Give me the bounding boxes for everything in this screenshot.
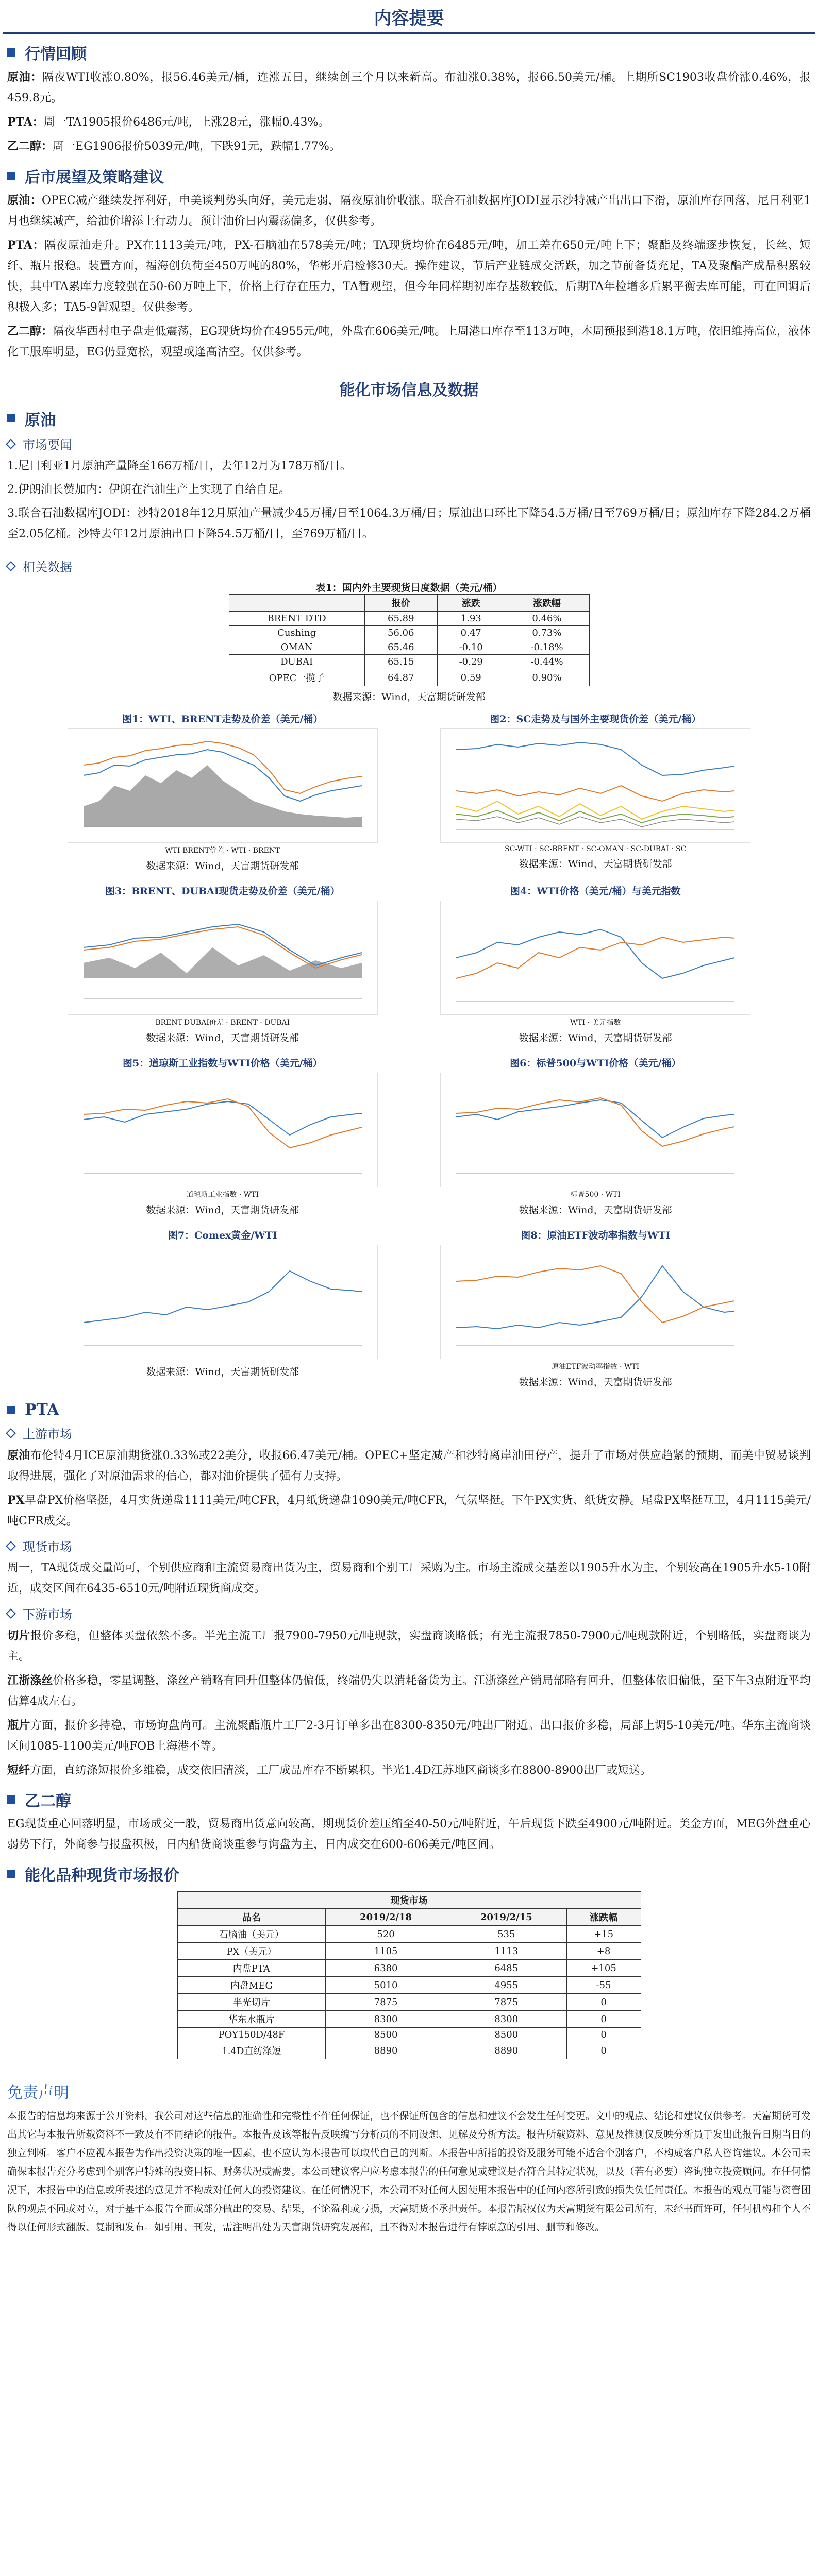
chart-title: 图3：BRENT、DUBAI现货走势及价差（美元/桶） bbox=[105, 886, 340, 897]
news-item: 3.联合石油数据库JODI：沙特2018年12月原油产量减少45万桶/日至1064.3万桶/日；原油出口环比下降54.5万桶/日至769万桶/日；原油库存下降284.2万桶至2.05亿桶。沙特去年12月原油出口下降54.5万桶/日，至769万桶/日。 bbox=[7, 507, 811, 540]
price-heading bbox=[7, 1862, 818, 1885]
table-cell: 5010 bbox=[326, 1977, 446, 1994]
table-cell: 0 bbox=[566, 2042, 641, 2059]
spot-heading bbox=[7, 1537, 818, 1555]
legend-item: WTI bbox=[624, 1363, 640, 1371]
table-cell: 520 bbox=[326, 1926, 446, 1943]
table-row bbox=[229, 655, 589, 669]
page-title: 内容提要 bbox=[374, 8, 444, 29]
chart-8-legend: 原油ETF波动率指数 · WTI bbox=[552, 1363, 640, 1371]
chart-3-spread-bars bbox=[84, 947, 362, 978]
square-bullet-icon bbox=[7, 48, 15, 57]
table-row bbox=[229, 612, 589, 626]
legend-item: WTI bbox=[231, 846, 246, 855]
review-meg-label: 乙二醇： bbox=[7, 140, 53, 153]
title-divider bbox=[3, 32, 815, 34]
table-cell: 65.46 bbox=[364, 640, 437, 655]
legend-item: SC-BRENT bbox=[539, 845, 579, 853]
downstream-text: 方面，直纺涤短报价多维稳，成交依旧清淡，工厂成品库存不断累积。半光1.4D江苏地区商谈多在8800-8900出厂或短送。 bbox=[30, 1764, 652, 1777]
review-heading-text: 行情回顾 bbox=[25, 45, 87, 63]
chart-1-legend: WTI-BRENT价差 · WTI · BRENT bbox=[165, 846, 280, 855]
chart-6-spx-line bbox=[456, 1100, 734, 1138]
legend-item: 美元指数 bbox=[592, 1019, 621, 1027]
chart-8 bbox=[420, 1225, 772, 1394]
chart-grid bbox=[46, 708, 772, 1394]
table-row bbox=[229, 669, 589, 686]
chart-6-plot bbox=[440, 1073, 750, 1187]
table-cell: +8 bbox=[566, 1943, 641, 1960]
upstream-crude-text: 布伦特4月ICE原油期货涨0.33%或22美分，收报66.47美元/桶。OPEC+坚定减产和沙特离岸油田停产，提升了市场对供应趋紧的预期，而美中贸易谈判取得进展，强化了对原油需求的信心，都对油价提供了强有力支持。 bbox=[7, 1449, 811, 1483]
chart-source-note: 数据来源：Wind，天富期货研发部 bbox=[519, 1377, 672, 1388]
outlook-meg bbox=[7, 321, 811, 363]
chart-8-plot bbox=[440, 1245, 750, 1359]
chart-2-sc-line bbox=[456, 742, 734, 775]
chart-2 bbox=[420, 708, 772, 877]
chart-6-legend: 标普500 · WTI bbox=[570, 1191, 621, 1199]
table-cell: 石脑油（美元） bbox=[177, 1926, 326, 1943]
disclaimer-heading: 免责声明 bbox=[7, 2084, 69, 2102]
outlook-crude-label: 原油： bbox=[7, 194, 42, 207]
disclaimer-text: 本报告的信息均来源于公开资料，我公司对这些信息的准确性和完整性不作任何保证，也不保证所包含的信息和建议不会发生任何变更。文中的观点、结论和建议仅供参考。天富期货可发出其它与本报告所载资料不一致及有不同结论的报告。本报告及该等报告反映编写分析员的不同设想、见解及分析方法。报告所载资料、意见及推测仅反映分析员于发出此报告日期当日的独立判断。客户不应视本报告为作出投资决策的唯一因素，也不应认为本报告可以取代自己的判断。本报告中所指的投资及服务可能不适合个别客户，不构成客户私人咨询建议。本公司未确保本报告充分考虑到个别客户特殊的投资目标、财务状况或需要。本公司建议客户应考虑本报告的任何意见或建议是否符合其特定状况，以及（若有必要）咨询独立投资顾问。在任何情况下，本报告中的信息或所表述的意见并不构成对任何人的投资建议。在任何情况下，本公司不对任何人因使用本报告中的任何内容所引致的损失负任何责任。本报告的观点可能与资管团队的观点不同或对立，对于基于本报告全面或部分做出的交易、结果，不论盈利或亏损，天富期货不承担责任。本报告版权仅为天富期货有限公司所有，未经书面许可，任何机构和个人不得以任何形式翻版、复制和发布。如引用、刊发，需注明出处为天富期货研究发展部，且不得对本报告进行有悖原意的引用、删节和修改。 bbox=[7, 2110, 811, 2233]
chart-7 bbox=[46, 1225, 399, 1394]
review-meg bbox=[7, 136, 811, 157]
spot-data-table bbox=[229, 594, 590, 686]
chart-2-sc-dubai-line bbox=[456, 817, 734, 827]
upstream-heading bbox=[7, 1424, 818, 1442]
table-cell: 0.90% bbox=[505, 669, 589, 686]
news-item: 1.尼日利亚1月原油产量降至166万桶/日，去年12月为178万桶/日。 bbox=[7, 460, 352, 472]
downstream-item bbox=[7, 1670, 811, 1712]
diamond-bullet-icon bbox=[6, 561, 16, 571]
pta-heading-text: PTA bbox=[25, 1401, 59, 1419]
chart-title: 图6：标普500与WTI价格（美元/桶） bbox=[510, 1058, 681, 1069]
table-row bbox=[177, 1977, 641, 1994]
review-pta bbox=[7, 112, 811, 133]
chart-source-note: 数据来源：Wind，天富期货研发部 bbox=[519, 1205, 672, 1216]
chart-title: 图8：原油ETF波动率指数与WTI bbox=[521, 1230, 671, 1241]
chart-title: 图7：Comex黄金/WTI bbox=[168, 1230, 277, 1241]
table-cell: 8890 bbox=[326, 2042, 446, 2059]
table-header-cell bbox=[229, 595, 364, 612]
downstream-text: 价格多稳，零星调整，涤丝产销略有回升但整体仍偏低，终端仍失以消耗备货为主。江浙涤丝产销局部略有回升，但整体依旧偏低，至下午3点附近平均估算4成左右。 bbox=[7, 1674, 811, 1708]
legend-item: BRENT bbox=[253, 846, 280, 855]
chart-source-note: 数据来源：Wind，天富期货研发部 bbox=[146, 1366, 299, 1378]
legend-item: BRENT bbox=[230, 1019, 258, 1027]
review-crude bbox=[7, 67, 811, 109]
table-cell: 半光切片 bbox=[177, 1994, 326, 2011]
spot-text: 周一，TA现货成交量尚可，个别供应商和主流贸易商出货为主，贸易商和个别工厂采购为主。市场主流成交基差以1905升水为主，个别较高在1905升水5-10附近，成交区间在6435-6510元/吨附近现货商成交。 bbox=[7, 1562, 811, 1595]
chart-2-sc-wti-line bbox=[456, 786, 734, 801]
chart-6 bbox=[420, 1053, 772, 1222]
legend-item: SC-OMAN bbox=[586, 845, 624, 853]
chart-2-legend: SC-WTI · SC-BRENT · SC-OMAN · SC-DUBAI · SC bbox=[505, 845, 687, 853]
table-cell: -55 bbox=[566, 1977, 641, 1994]
square-bullet-icon bbox=[7, 414, 15, 422]
table-cell: OPEC一揽子 bbox=[229, 669, 364, 686]
table-cell: 0 bbox=[566, 2028, 641, 2042]
table-cell: 0 bbox=[566, 1994, 641, 2011]
legend-item: WTI bbox=[570, 1019, 586, 1027]
upstream-crude bbox=[7, 1445, 811, 1487]
downstream-label: 切片 bbox=[7, 1629, 30, 1642]
related-data-heading-text: 相关数据 bbox=[23, 560, 72, 574]
table-header-cell: 2019/2/15 bbox=[446, 1909, 566, 1926]
table-row bbox=[177, 1994, 641, 2011]
table-header-cell: 涨跌 bbox=[437, 595, 505, 612]
outlook-crude-text: OPEC减产继续发挥利好，申美谈判势头向好，美元走弱，隔夜原油价收涨。联合石油数据库JODI显示沙特减产出出口下滑，原油库存回落，尼日利亚1月也继续减产，给油价增添上行动力。预计油价日内震荡偏多，仅供参考。 bbox=[7, 194, 811, 228]
chart-2-plot bbox=[440, 728, 750, 843]
downstream-label: 江浙涤丝 bbox=[7, 1674, 53, 1687]
outlook-meg-text: 隔夜华西村电子盘走低震荡，EG现货均价在4955元/吨，外盘在606美元/吨。上周港口库存至113万吨，本周预报到港18.1万吨，依旧维持高位，液体化工服库明显，EG仍显宽松，观望或逢高沽空。仅供参考。 bbox=[7, 325, 811, 359]
table-cell: 65.89 bbox=[364, 612, 437, 626]
chart-4-dxy-line bbox=[456, 937, 734, 978]
table-row bbox=[177, 2011, 641, 2028]
chart-4-wti-line bbox=[456, 929, 734, 978]
review-meg-text: 周一EG1906报价5039元/吨，下跌91元，跌幅1.77%。 bbox=[53, 140, 341, 153]
downstream-item bbox=[7, 1760, 811, 1781]
legend-item: WTI bbox=[243, 1191, 259, 1199]
table-cell: 1105 bbox=[326, 1943, 446, 1960]
legend-item: 原油ETF波动率指数 bbox=[552, 1363, 617, 1371]
legend-item: SC-DUBAI bbox=[630, 845, 669, 853]
spot-table-caption: 表1：国内外主要现货日度数据（美元/桶） bbox=[315, 582, 503, 594]
table-cell: 内盘MEG bbox=[177, 1977, 326, 1994]
chart-3-legend: BRENT-DUBAI价差 · BRENT · DUBAI bbox=[155, 1019, 290, 1027]
chart-source-note: 数据来源：Wind，天富期货研发部 bbox=[519, 858, 672, 870]
review-pta-text: 周一TA1905报价6486元/吨，上涨28元，涨幅0.43%。 bbox=[43, 116, 330, 129]
pta-heading bbox=[7, 1401, 818, 1419]
chart-source-note: 数据来源：Wind，天富期货研发部 bbox=[146, 860, 299, 872]
table-cell: 0.73% bbox=[505, 626, 589, 640]
chart-4-plot bbox=[440, 901, 750, 1015]
legend-item: SC-WTI bbox=[505, 845, 532, 853]
table-header-row bbox=[229, 595, 589, 612]
diamond-bullet-icon bbox=[6, 1428, 16, 1438]
table-header-cell: 涨跌幅 bbox=[566, 1909, 641, 1926]
crude-heading-text: 原油 bbox=[25, 411, 56, 429]
square-bullet-icon bbox=[7, 1870, 15, 1878]
chart-source-note: 数据来源：Wind，天富期货研发部 bbox=[146, 1032, 299, 1044]
downstream-item bbox=[7, 1625, 811, 1667]
table-cell: -0.10 bbox=[437, 640, 505, 655]
table-cell: 8300 bbox=[326, 2011, 446, 2028]
table-header-cell: 涨跌幅 bbox=[505, 595, 589, 612]
chart-1-spread-area bbox=[84, 765, 362, 827]
square-bullet-icon bbox=[7, 1406, 15, 1414]
table-cell: +15 bbox=[566, 1926, 641, 1943]
chart-1 bbox=[46, 708, 399, 877]
legend-item: 道琼斯工业指数 bbox=[186, 1191, 237, 1199]
news-item: 2.伊朗油长赞加内：伊朗在汽油生产上实现了自给自足。 bbox=[7, 483, 290, 496]
crude-heading bbox=[7, 407, 818, 430]
table-row bbox=[177, 2028, 641, 2042]
legend-item: WTI-BRENT价差 bbox=[165, 846, 224, 855]
outlook-heading bbox=[7, 164, 818, 187]
chart-4 bbox=[420, 880, 772, 1049]
table-cell: 6485 bbox=[446, 1960, 566, 1977]
table-row bbox=[177, 1943, 641, 1960]
table-cell: -0.44% bbox=[505, 655, 589, 669]
downstream-heading bbox=[7, 1604, 818, 1622]
spot-heading-text: 现货市场 bbox=[23, 1540, 72, 1554]
downstream-heading-text: 下游市场 bbox=[23, 1607, 72, 1622]
table-title: 现货市场 bbox=[177, 1892, 641, 1909]
table-header-cell: 品名 bbox=[177, 1909, 326, 1926]
outlook-pta-text: 隔夜原油走升。PX在1113美元/吨，PX-石脑油在578美元/吨；TA现货均价在6485元/吨，加工差在650元/吨上下；聚酯及终端逐步恢复，长丝、短纤、瓶片报稳。装置方面，福海创负荷至450万吨的80%，华彬开启检修30天。操作建议，节后产业链成交活跃，加之节前备货充足，TA及聚酯产成品积累较快，其中TA累库力度较强在50-60万吨上下，价格上行存在压力，TA暂观望，但今年同样期初库存基数较低，后期TA年检增多后累平衡去库可能，可在回调后积极入多；TA5-9暂观望。仅供参考。 bbox=[7, 239, 811, 314]
diamond-bullet-icon bbox=[6, 439, 16, 449]
section-title: 能化市场信息及数据 bbox=[339, 381, 479, 399]
chart-5-wti-line bbox=[84, 1099, 362, 1148]
downstream-label: 短纤 bbox=[7, 1764, 30, 1777]
table-cell: -0.18% bbox=[505, 640, 589, 655]
meg-text: EG现货重心回落明显，市场成交一般，贸易商出货意向较高，期现货价差压缩至40-50元/吨附近，午后现货下跌至4900元/吨附近。美金方面，MEG外盘重心弱势下行，外商参与报盘积极，日内船货商谈重参与询盘为主，日内成交在600-606美元/吨区间。 bbox=[7, 1818, 811, 1851]
related-data-heading bbox=[7, 557, 818, 575]
table-cell: 华东水瓶片 bbox=[177, 2011, 326, 2028]
table-cell: DUBAI bbox=[229, 655, 364, 669]
chart-4-legend: WTI · 美元指数 bbox=[570, 1019, 621, 1027]
downstream-text: 报价多稳，但整体买盘依然不多。半光主流工厂报7900-7950元/吨现款，实盘商谈略低；有光主流报7850-7900元/吨现款附近，个别略低，实盘商谈为主。 bbox=[7, 1630, 811, 1663]
table-header-row bbox=[177, 1909, 641, 1926]
price-heading-text: 能化品种现货市场报价 bbox=[25, 1867, 179, 1885]
legend-item: SC bbox=[676, 845, 687, 853]
table-cell: 1.4D直纺涤短 bbox=[177, 2042, 326, 2059]
chart-title: 图5：道琼斯工业指数与WTI价格（美元/桶） bbox=[122, 1058, 323, 1069]
chart-title: 图4：WTI价格（美元/桶）与美元指数 bbox=[510, 886, 681, 897]
table-title-row bbox=[177, 1892, 641, 1909]
table-cell: Cushing bbox=[229, 626, 364, 640]
table-source-note: 数据来源：Wind，天富期货研发部 bbox=[332, 691, 486, 703]
table-row bbox=[229, 626, 589, 640]
table-cell: 1113 bbox=[446, 1943, 566, 1960]
table-cell: OMAN bbox=[229, 640, 364, 655]
table-cell: 7875 bbox=[446, 1994, 566, 2011]
table-cell: 56.06 bbox=[364, 626, 437, 640]
table-row bbox=[177, 2042, 641, 2059]
table-row bbox=[177, 1960, 641, 1977]
market-news-heading-text: 市场要闻 bbox=[23, 438, 72, 452]
chart-source-note: 数据来源：Wind，天富期货研发部 bbox=[519, 1032, 672, 1044]
spot-price-table bbox=[177, 1891, 641, 2059]
upstream-crude-label: 原油 bbox=[7, 1449, 30, 1462]
chart-8-wti-line bbox=[456, 1266, 734, 1323]
table-cell: 6380 bbox=[326, 1960, 446, 1977]
review-crude-text: 隔夜WTI收涨0.80%，报56.46美元/桶，连涨五日，继续创三个月以来新高。布油涨0.38%，报66.50美元/桶。上期所SC1903收盘价涨0.46%，报459.8元。 bbox=[7, 71, 811, 105]
outlook-heading-text: 后市展望及策略建议 bbox=[25, 168, 164, 187]
chart-5-legend: 道琼斯工业指数 · WTI bbox=[186, 1191, 259, 1199]
table-row bbox=[229, 640, 589, 655]
chart-3-plot bbox=[68, 901, 378, 1015]
upstream-heading-text: 上游市场 bbox=[23, 1427, 72, 1442]
chart-6-wti-line bbox=[456, 1098, 734, 1146]
legend-item: DUBAI bbox=[264, 1019, 290, 1027]
table-cell: 1.93 bbox=[437, 612, 505, 626]
chart-title: 图2：SC走势及与国外主要现货价差（美元/桶） bbox=[490, 714, 702, 725]
square-bullet-icon bbox=[7, 172, 15, 180]
table-cell: 535 bbox=[446, 1926, 566, 1943]
upstream-px-text: 早盘PX价格坚挺，4月实货递盘1111美元/吨CFR，4月纸货递盘1090美元/吨CFR，气氛坚挺。下午PX实货、纸货安静。尾盘PX坚挺互卫，4月1115美元/吨CFR成交。 bbox=[7, 1494, 811, 1528]
outlook-pta-label: PTA： bbox=[7, 239, 45, 252]
table-cell: 64.87 bbox=[364, 669, 437, 686]
legend-item: WTI bbox=[605, 1191, 621, 1199]
downstream-text: 方面，报价多持稳，市场询盘尚可。主流聚酯瓶片工厂2-3月订单多出在8300-8350元/吨出厂附近。出口报价多稳，局部上调5-10美元/吨。华东主流商谈区间1085-1100美元/吨FOB上海港不等。 bbox=[7, 1719, 811, 1753]
chart-7-plot bbox=[68, 1245, 378, 1359]
diamond-bullet-icon bbox=[6, 1541, 16, 1551]
chart-title: 图1：WTI、BRENT走势及价差（美元/桶） bbox=[122, 714, 323, 725]
table-cell: 7875 bbox=[326, 1994, 446, 2011]
outlook-meg-label: 乙二醇： bbox=[7, 325, 53, 338]
table-cell: 0.59 bbox=[437, 669, 505, 686]
diamond-bullet-icon bbox=[6, 1608, 16, 1619]
table-cell: 8500 bbox=[326, 2028, 446, 2042]
chart-7-ratio-line bbox=[84, 1271, 362, 1323]
review-heading bbox=[7, 41, 818, 64]
market-news-heading bbox=[7, 435, 818, 453]
chart-source-note: 数据来源：Wind，天富期货研发部 bbox=[146, 1205, 299, 1216]
table-cell: -0.29 bbox=[437, 655, 505, 669]
chart-5-dji-line bbox=[84, 1101, 362, 1135]
table-cell: 65.15 bbox=[364, 655, 437, 669]
upstream-px-label: PX bbox=[7, 1494, 25, 1507]
table-cell: 内盘PTA bbox=[177, 1960, 326, 1977]
table-cell: 8300 bbox=[446, 2011, 566, 2028]
table-cell: 4955 bbox=[446, 1977, 566, 1994]
chart-5-plot bbox=[68, 1073, 378, 1187]
chart-1-plot bbox=[68, 728, 378, 843]
table-cell: 0.47 bbox=[437, 626, 505, 640]
table-cell: 0 bbox=[566, 2011, 641, 2028]
review-pta-label: PTA： bbox=[7, 115, 44, 129]
table-cell: +105 bbox=[566, 1960, 641, 1977]
review-crude-label: 原油： bbox=[7, 71, 43, 84]
meg-heading bbox=[7, 1788, 818, 1811]
table-cell: BRENT DTD bbox=[229, 612, 364, 626]
table-row bbox=[177, 1926, 641, 1943]
table-cell: 0.46% bbox=[505, 612, 589, 626]
upstream-px bbox=[7, 1490, 811, 1532]
table-cell: 8890 bbox=[446, 2042, 566, 2059]
table-cell: 8500 bbox=[446, 2028, 566, 2042]
downstream-item bbox=[7, 1715, 811, 1757]
legend-item: BRENT-DUBAI价差 bbox=[155, 1019, 224, 1027]
square-bullet-icon bbox=[7, 1795, 15, 1804]
chart-5 bbox=[46, 1053, 399, 1222]
table-header-cell: 报价 bbox=[364, 595, 437, 612]
chart-8-ovx-line bbox=[456, 1266, 734, 1329]
downstream-label: 瓶片 bbox=[7, 1719, 30, 1732]
legend-item: 标普500 bbox=[570, 1191, 599, 1199]
table-header-cell: 2019/2/18 bbox=[326, 1909, 446, 1926]
chart-3 bbox=[46, 880, 399, 1049]
outlook-pta bbox=[7, 235, 811, 318]
meg-heading-text: 乙二醇 bbox=[25, 1792, 71, 1810]
outlook-crude bbox=[7, 190, 811, 232]
table-cell: PX（美元） bbox=[177, 1943, 326, 1960]
table-cell: POY150D/48F bbox=[177, 2028, 326, 2042]
